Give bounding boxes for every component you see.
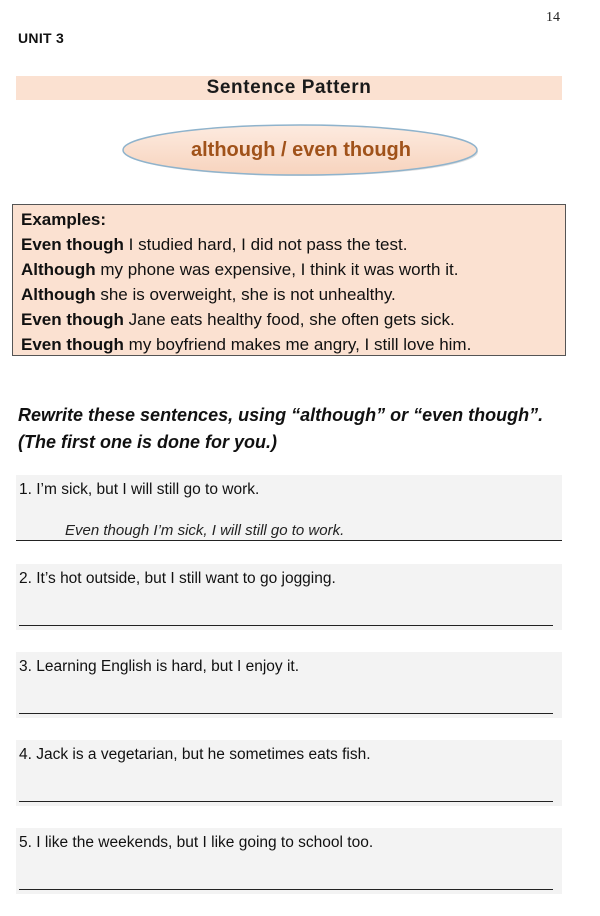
exercise-question: 2. It’s hot outside, but I still want to go jogging. xyxy=(19,570,336,587)
exercise-item-2 xyxy=(16,564,562,630)
example-rest: she is overweight, she is not unhealthy. xyxy=(95,285,396,304)
exercise-item-1 xyxy=(16,475,562,541)
example-lead: Even though xyxy=(21,310,124,329)
exercise-item-5 xyxy=(16,828,562,894)
answer-line[interactable] xyxy=(19,625,553,626)
example-lead: Even though xyxy=(21,335,124,354)
example-lead: Although xyxy=(21,260,96,279)
answer-line[interactable] xyxy=(19,713,553,714)
answer-line xyxy=(16,540,562,541)
example-rest: my boyfriend makes me angry, I still love him. xyxy=(123,335,472,354)
page-number: 14 xyxy=(546,10,560,25)
pattern-title: Sentence Pattern xyxy=(206,77,372,98)
unit-label: UNIT 3 xyxy=(18,30,65,46)
example-rest: Jane eats healthy food, she often gets sick. xyxy=(123,310,455,329)
examples-box xyxy=(12,204,566,356)
instruction xyxy=(18,402,588,456)
example-lead: Although xyxy=(21,285,96,304)
examples-heading: Examples: xyxy=(21,210,107,229)
pattern-words: although / even though xyxy=(191,139,411,161)
exercise-item-3 xyxy=(16,652,562,718)
exercise-question: 5. I like the weekends, but I like going to school too. xyxy=(19,834,374,851)
exercise-question: 4. Jack is a vegetarian, but he sometimes eats fish. xyxy=(19,746,371,763)
example-rest: my phone was expensive, I think it was worth it. xyxy=(95,260,459,279)
example-sentence xyxy=(21,232,557,257)
pattern-oval xyxy=(120,122,482,178)
exercise-item-4 xyxy=(16,740,562,806)
example-sentence xyxy=(21,282,557,307)
pattern-title-bar xyxy=(16,76,562,100)
example-rest: I studied hard, I did not pass the test. xyxy=(123,235,408,254)
example-sentence xyxy=(21,257,557,282)
example-sentence xyxy=(21,332,557,357)
exercise-question: 1. I’m sick, but I will still go to work. xyxy=(19,481,260,498)
instruction-line: Rewrite these sentences, using “although” or “even though”. xyxy=(18,405,544,425)
example-sentence xyxy=(21,307,557,332)
example-lead: Even though xyxy=(21,235,124,254)
exercise-question: 3. Learning English is hard, but I enjoy it. xyxy=(19,658,300,675)
instruction-line: (The first one is done for you.) xyxy=(18,432,278,452)
answer-line[interactable] xyxy=(19,889,553,890)
exercise-answer-example: Even though I’m sick, I will still go to work. xyxy=(65,522,345,539)
answer-line[interactable] xyxy=(19,801,553,802)
